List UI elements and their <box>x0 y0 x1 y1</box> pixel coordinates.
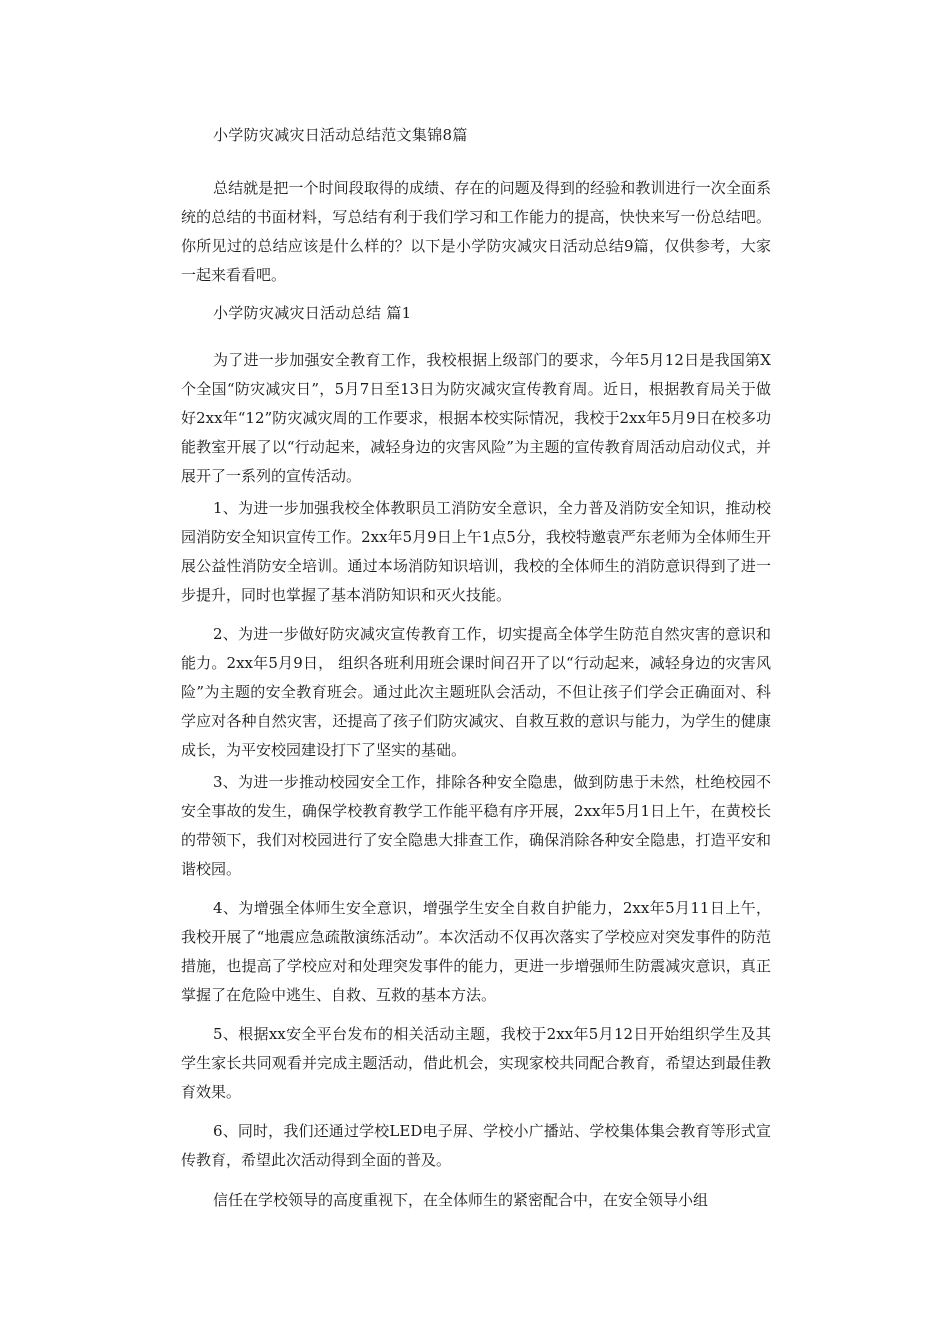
body-paragraph: 2、为进一步做好防灾减灾宣传教育工作，切实提高全体学生防范自然灾害的意识和能力。2xx年5月9日， 组织各班利用班会课时间召开了以“行动起来，减轻身边的灾害风险”为主题的安全教育班会。通过此次主题班队会活动，不但让孩子们学会正确面对、科学应对各种自然灾害，还提高了孩子们防灾减灾、自救互救的意识与能力，为学生的健康成长，为平安校园建设打下了坚实的基础。 <box>181 625 771 759</box>
body-paragraph: 1、为进一步加强我校全体教职员工消防安全意识，全力普及消防安全知识，推动校园消防安全知识宣传工作。2xx年5月9日上午1点5分，我校特邀袁严东老师为全体师生开展公益性消防安全培训。通过本场消防知识培训，我校的全体师生的消防意识得到了进一步提升，同时也掌握了基本消防知识和灭火技能。 <box>181 499 771 604</box>
body-paragraph: 4、为增强全体师生安全意识，增强学生安全自救自护能力，2xx年5月11日上午，我校开展了“地震应急疏散演练活动”。本次活动不仅再次落实了学校应对突发事件的防范措施，也提高了学校应对和处理突发事件的能力，更进一步增强师生防震减灾意识，真正掌握了在危险中逃生、自救、互救的基本方法。 <box>181 899 771 1004</box>
section-heading: 小学防灾减灾日活动总结 篇1 <box>213 304 412 322</box>
document-title: 小学防灾减灾日活动总结范文集锦8篇 <box>213 126 468 144</box>
body-paragraph: 3、为进一步推动校园安全工作，排除各种安全隐患，做到防患于未然，杜绝校园不安全事故的发生，确保学校教育教学工作能平稳有序开展，2xx年5月1日上午，在黄校长的带领下，我们对校园进行了安全隐患大排查工作，确保消除各种安全隐患，打造平安和谐校园。 <box>181 773 771 878</box>
body-paragraph: 为了进一步加强安全教育工作，我校根据上级部门的要求，今年5月12日是我国第X个全国“防灾减灾日”，5月7日至13日为防灾减灾宣传教育周。近日，根据教育局关于做好2xx年“12”防灾减灾周的工作要求，根据本校实际情况，我校于2xx年5月9日在校多功能教室开展了以“行动起来，减轻身边的灾害风险”为主题的宣传教育周活动启动仪式，并展开了一系列的宣传活动。 <box>181 351 771 485</box>
intro-paragraph: 总结就是把一个时间段取得的成绩、存在的问题及得到的经验和教训进行一次全面系统的总结的书面材料，写总结有利于我们学习和工作能力的提高，快快来写一份总结吧。你所见过的总结应该是什么样的？以下是小学防灾减灾日活动总结9篇，仅供参考，大家一起来看看吧。 <box>181 179 771 284</box>
body-paragraph: 信任在学校领导的高度重视下，在全体师生的紧密配合中，在安全领导小组 <box>213 1191 709 1209</box>
body-paragraph: 5、根据xx安全平台发布的相关活动主题，我校于2xx年5月12日开始组织学生及其学生家长共同观看并完成主题活动，借此机会，实现家校共同配合教育，希望达到最佳教育效果。 <box>181 1025 771 1101</box>
body-paragraph: 6、同时，我们还通过学校LED电子屏、学校小广播站、学校集体集会教育等形式宣传教育，希望此次活动得到全面的普及。 <box>181 1122 771 1169</box>
